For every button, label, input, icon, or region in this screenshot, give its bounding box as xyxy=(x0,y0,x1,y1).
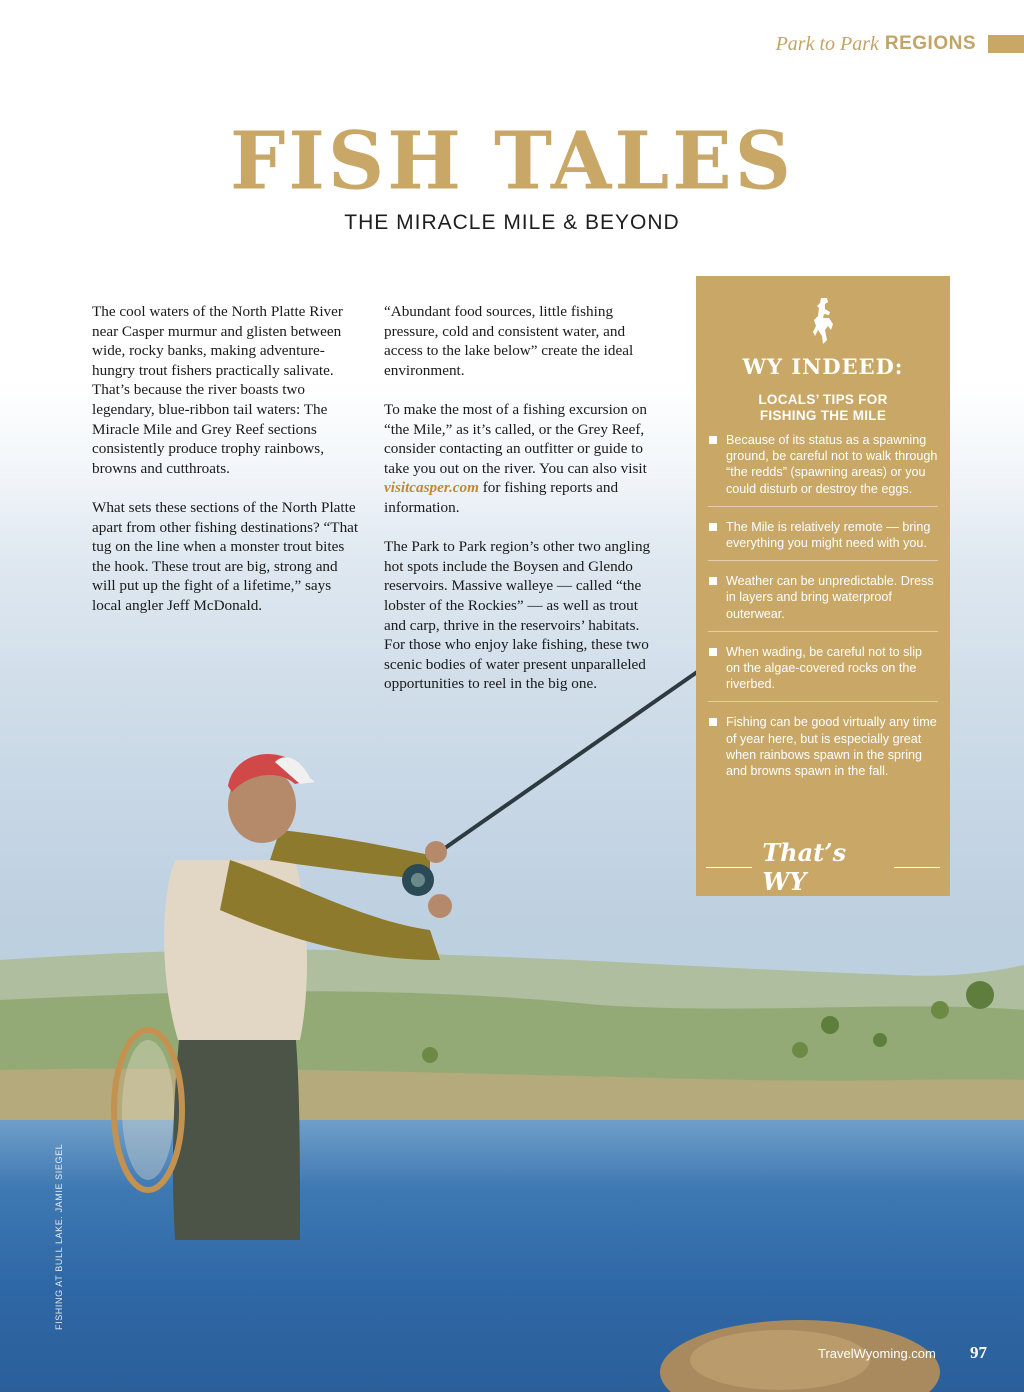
tip-text: When wading, be careful not to slip on the algae-covered rocks on the riverbed. xyxy=(726,644,923,692)
tips-sidebar xyxy=(696,276,950,896)
tip-text: Weather can be unpredictable. Dress in layers and bring waterproof outerwear. xyxy=(726,574,934,621)
paragraph-text: To make the most of a fishing excursion on “the Mile,” as it’s called, or the Grey Reef, consider contacting an outfitter or guide to take you out on the river. You can also visit xyxy=(384,400,647,477)
paragraph-with-link xyxy=(384,400,656,518)
tip-text: The Mile is relatively remote — bring everything you might need with you. xyxy=(726,519,931,551)
sidebar-subheading-line: LOCALS’ TIPS FOR xyxy=(758,392,888,407)
thats-wy-logo xyxy=(696,838,950,896)
tip-item xyxy=(708,573,938,632)
sidebar-subheading xyxy=(696,392,950,424)
section-tag-bold: REGIONS xyxy=(884,33,976,54)
divider xyxy=(706,867,752,868)
paragraph: The Park to Park region’s other two angling hot spots include the Boysen and Glendo reservoirs. Massive walleye — called “the lobster of the Rockies” — as well as trout and carp, thrive in the reservoirs’ habitats. For those who enjoy lake fishing, these two scenic bodies of water present unparalleled opportunities to reel in the big one. xyxy=(384,538,651,693)
tip-item xyxy=(708,432,938,507)
article-subtitle: THE MIRACLE MILE & BEYOND xyxy=(344,211,680,234)
tips-list xyxy=(708,432,938,800)
paragraph: The cool waters of the North Platte River near Casper murmur and glisten between wide, rocky banks, making adventure-hungry trout fishers practically salivate. That’s because the river boasts two legendary, blue-ribbon tail waters: The Miracle Mile and Grey Reef sections consistently produce trophy rainbows, browns and cutthroats. xyxy=(92,303,343,477)
page-number: 97 xyxy=(970,1343,987,1362)
paragraph: “Abundant food sources, little fishing pressure, cold and consistent water, and access to the lake below” create the ideal environment. xyxy=(384,303,634,379)
visitcasper-link[interactable]: visitcasper.com xyxy=(384,479,479,497)
body-column-2 xyxy=(384,302,656,713)
photo-credit: FISHING AT BULL LAKE. JAMIE SIEGEL xyxy=(54,1143,64,1330)
section-tag-italic: Park to Park xyxy=(775,32,879,55)
sidebar-subheading-line: FISHING THE MILE xyxy=(759,408,887,423)
tip-item xyxy=(708,644,938,703)
divider xyxy=(894,867,940,868)
bucking-horse-rider-icon xyxy=(803,296,843,346)
body-column-1 xyxy=(92,302,364,635)
square-bullet-icon xyxy=(709,523,717,531)
tip-text: Fishing can be good virtually any time of year here, but is especially great when rainbows spawn in the spring and browns spawn in the fall. xyxy=(726,715,937,779)
footer-website[interactable]: TravelWyoming.com xyxy=(818,1346,936,1361)
square-bullet-icon xyxy=(709,577,717,585)
section-tab-marker xyxy=(988,35,1024,53)
tip-item xyxy=(708,519,938,561)
square-bullet-icon xyxy=(709,718,717,726)
tip-item xyxy=(708,714,938,788)
thats-wy-logo-text: That’s WY xyxy=(762,838,847,896)
paragraph-text: for fishing reports and information. xyxy=(384,479,619,516)
sidebar-heading: WY INDEED: xyxy=(742,354,904,379)
tip-text: Because of its status as a spawning ground, be careful not to walk through “the redds” (spawning areas) or you could disturb or destroy the eggs. xyxy=(726,433,938,496)
section-tag xyxy=(776,32,976,56)
paragraph: What sets these sections of the North Platte apart from other fishing destinations? “That tug on the line when a monster trout bites the hook. These trout are big, strong and will put up the fight of a lifetime,” says local angler Jeff McDonald. xyxy=(92,498,359,614)
square-bullet-icon xyxy=(709,436,717,444)
square-bullet-icon xyxy=(709,648,717,656)
article-title: FISH TALES xyxy=(230,115,794,208)
